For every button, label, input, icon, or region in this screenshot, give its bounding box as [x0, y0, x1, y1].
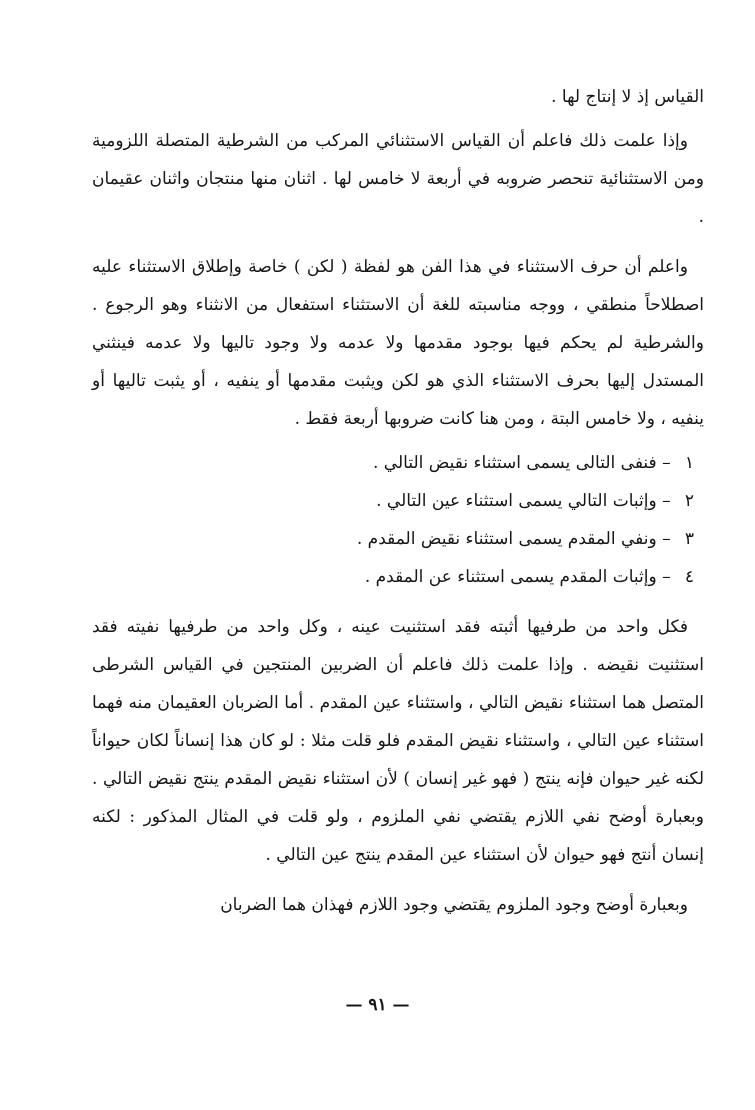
list-item-number: ١ — [684, 453, 694, 473]
list-item-number: ٢ — [684, 491, 694, 511]
list-item — [92, 520, 694, 558]
list-item-dash: – — [662, 453, 671, 473]
continuation-line: القياس إذ لا إنتاج لها . — [551, 87, 704, 107]
list-item — [92, 444, 694, 482]
list-item-number: ٤ — [684, 567, 694, 587]
paragraph-3: فكل واحد من طرفيها أثبته فقد استثنيت عينه ، وكل واحد من طرفيها نفيته فقد استثنيت نقيضه . وإذا علمت ذلك فاعلم أن الضربين المنتجين في القياس الشرطى المتصل هما استثناء نقيض التالي ، واستثناء عين المقدم . أما الضربان العقيمان منه فهما استثناء عين التالي ، واستثناء نقيض المقدم فلو قلت مثلا : لو كان هذا إنساناً لكان حيواناً لكنه غير حيوان فإنه ينتج ( فهو غير إنسان ) لأن استثناء نقيض المقدم ينتج نقيض التالي . وبعبارة أوضح نفي اللازم يقتضي نفي الملزوم ، ولو قلت في المثال المذكور : لكنه إنسان أنتج فهو حيوان لأن استثناء عين المقدم ينتج عين التالي . — [92, 617, 704, 865]
list-item — [92, 558, 694, 596]
list-item-dash: – — [662, 567, 671, 587]
list-item-text: ونفي المقدم يسمى استثناء نقيض المقدم . — [356, 529, 657, 549]
list-item-dash: – — [662, 529, 671, 549]
list-item-dash: – — [662, 491, 671, 511]
list-item-text: وإثبات المقدم يسمى استثناء عن المقدم . — [364, 567, 657, 587]
paragraph-2: واعلم أن حرف الاستثناء في هذا الفن هو لفظة ( لكن ) خاصة وإطلاق الاستثناء عليه اصطلاحاً منطقي ، ووجه مناسبته للغة أن الاستثناء استفعال من الانثناء وهو الرجوع . والشرطية لم يحكم فيها بوجود مقدمها ولا عدمه ولا وجود تاليها ولا عدمه فينثني المستدل إليها بحرف الاستثناء الذي هو لكن ويثبت مقدمها أو ينفيه ، أو يثبت تاليها أو ينفيه ، ولا خامس البتة ، ومن هنا كانت ضروبها أربعة فقط . — [92, 257, 704, 429]
list-item — [92, 482, 694, 520]
document-page — [92, 78, 704, 1078]
list-item-text: وإثبات التالي يسمى استثناء عين التالي . — [376, 491, 657, 511]
list-item-text: فنفى التالى يسمى استثناء نقيض التالي . — [373, 453, 657, 473]
paragraph-4: وبعبارة أوضح وجود الملزوم يقتضي وجود اللازم فهذان هما الضربان — [220, 895, 688, 915]
numbered-list — [92, 444, 704, 596]
paragraph-1: وإذا علمت ذلك فاعلم أن القياس الاستثنائي المركب من الشرطية المتصلة اللزومية ومن الاستثنائية تنحصر ضروبه في أربعة لا خامس لها . اثنان منها منتجان واثنان عقيمان . — [92, 131, 704, 227]
page-number: — ٩١ — — [345, 995, 410, 1015]
list-item-number: ٣ — [684, 529, 694, 549]
